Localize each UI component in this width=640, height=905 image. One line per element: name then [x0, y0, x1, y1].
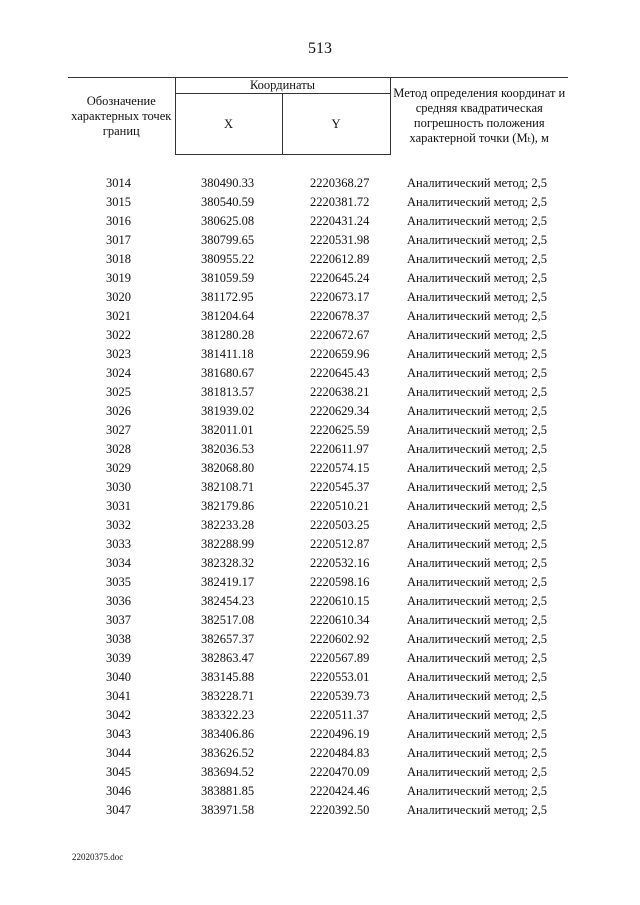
header-y: Y [282, 94, 390, 155]
y-coordinate-cell: 2220625.59 [310, 423, 370, 437]
y-coordinate-cell: 2220431.24 [310, 214, 370, 228]
x-coordinate-cell: 382419.17 [201, 575, 255, 589]
x-coordinate-cell: 380955.22 [201, 252, 255, 266]
table-body [68, 155, 568, 821]
method-cell: Аналитический метод; 2,5 [407, 689, 547, 703]
method-cell: Аналитический метод; 2,5 [407, 271, 547, 285]
table-row [68, 497, 568, 516]
x-coordinate-cell: 381939.02 [201, 404, 255, 418]
method-cell: Аналитический метод; 2,5 [407, 385, 547, 399]
y-coordinate-cell: 2220610.15 [310, 594, 370, 608]
table-row [68, 383, 568, 402]
x-coordinate-cell: 383694.52 [201, 765, 255, 779]
method-cell: Аналитический метод; 2,5 [407, 233, 547, 247]
point-number-cell: 3018 [106, 252, 131, 266]
y-coordinate-cell: 2220673.17 [310, 290, 370, 304]
point-number-cell: 3014 [106, 176, 131, 190]
y-coordinate-cell: 2220503.25 [310, 518, 370, 532]
x-coordinate-cell: 381204.64 [201, 309, 255, 323]
point-number-cell: 3037 [106, 613, 131, 627]
point-number-cell: 3045 [106, 765, 131, 779]
header-designation: Обозначение характерных точек границ [68, 78, 175, 155]
y-coordinate-cell: 2220672.67 [310, 328, 370, 342]
y-coordinate-cell: 2220531.98 [310, 233, 370, 247]
point-number-cell: 3021 [106, 309, 131, 323]
y-coordinate-cell: 2220598.16 [310, 575, 370, 589]
x-coordinate-cell: 380540.59 [201, 195, 255, 209]
coordinates-table [68, 77, 568, 820]
y-coordinate-cell: 2220381.72 [310, 195, 370, 209]
table-row [68, 725, 568, 744]
table-row [68, 744, 568, 763]
method-cell: Аналитический метод; 2,5 [407, 290, 547, 304]
table-row [68, 782, 568, 801]
table-header [68, 78, 568, 155]
x-coordinate-cell: 382454.23 [201, 594, 255, 608]
point-number-cell: 3025 [106, 385, 131, 399]
table-row [68, 687, 568, 706]
table-row [68, 402, 568, 421]
x-coordinate-cell: 382657.37 [201, 632, 255, 646]
y-coordinate-cell: 2220678.37 [310, 309, 370, 323]
method-cell: Аналитический метод; 2,5 [407, 404, 547, 418]
method-cell: Аналитический метод; 2,5 [407, 632, 547, 646]
method-cell: Аналитический метод; 2,5 [407, 214, 547, 228]
point-number-cell: 3020 [106, 290, 131, 304]
y-coordinate-cell: 2220392.50 [310, 803, 370, 817]
method-cell: Аналитический метод; 2,5 [407, 651, 547, 665]
point-number-cell: 3032 [106, 518, 131, 532]
table-row [68, 592, 568, 611]
x-coordinate-cell: 381059.59 [201, 271, 255, 285]
header-coordinates: Координаты [175, 78, 390, 94]
x-coordinate-cell: 383881.85 [201, 784, 255, 798]
point-number-cell: 3044 [106, 746, 131, 760]
point-number-cell: 3024 [106, 366, 131, 380]
y-coordinate-cell: 2220424.46 [310, 784, 370, 798]
table-row [68, 611, 568, 630]
point-number-cell: 3016 [106, 214, 131, 228]
table-row [68, 459, 568, 478]
x-coordinate-cell: 382233.28 [201, 518, 255, 532]
y-coordinate-cell: 2220645.24 [310, 271, 370, 285]
y-coordinate-cell: 2220638.21 [310, 385, 370, 399]
point-number-cell: 3041 [106, 689, 131, 703]
x-coordinate-cell: 380799.65 [201, 233, 255, 247]
method-cell: Аналитический метод; 2,5 [407, 556, 547, 570]
header-method: Метод определения координат и средняя квадратическая погрешность положения характерной точки (Mₜ), м [390, 78, 568, 155]
y-coordinate-cell: 2220574.15 [310, 461, 370, 475]
table-row [68, 193, 568, 212]
point-number-cell: 3030 [106, 480, 131, 494]
point-number-cell: 3028 [106, 442, 131, 456]
table-row [68, 668, 568, 687]
table-row [68, 421, 568, 440]
method-cell: Аналитический метод; 2,5 [407, 442, 547, 456]
x-coordinate-cell: 383626.52 [201, 746, 255, 760]
method-cell: Аналитический метод; 2,5 [407, 499, 547, 513]
method-cell: Аналитический метод; 2,5 [407, 746, 547, 760]
point-number-cell: 3026 [106, 404, 131, 418]
x-coordinate-cell: 380625.08 [201, 214, 255, 228]
point-number-cell: 3027 [106, 423, 131, 437]
method-cell: Аналитический метод; 2,5 [407, 784, 547, 798]
method-cell: Аналитический метод; 2,5 [407, 328, 547, 342]
y-coordinate-cell: 2220629.34 [310, 404, 370, 418]
point-number-cell: 3040 [106, 670, 131, 684]
table-row [68, 630, 568, 649]
x-coordinate-cell: 382288.99 [201, 537, 255, 551]
method-cell: Аналитический метод; 2,5 [407, 176, 547, 190]
y-coordinate-cell: 2220532.16 [310, 556, 370, 570]
point-number-cell: 3029 [106, 461, 131, 475]
y-coordinate-cell: 2220610.34 [310, 613, 370, 627]
point-number-cell: 3036 [106, 594, 131, 608]
table-row [68, 212, 568, 231]
table-row [68, 364, 568, 383]
x-coordinate-cell: 381280.28 [201, 328, 255, 342]
table-row [68, 231, 568, 250]
table-row [68, 706, 568, 725]
header-x: X [175, 94, 282, 155]
method-cell: Аналитический метод; 2,5 [407, 594, 547, 608]
x-coordinate-cell: 383971.58 [201, 803, 255, 817]
method-cell: Аналитический метод; 2,5 [407, 765, 547, 779]
table-row [68, 345, 568, 364]
table-row [68, 763, 568, 782]
y-coordinate-cell: 2220612.89 [310, 252, 370, 266]
y-coordinate-cell: 2220470.09 [310, 765, 370, 779]
method-cell: Аналитический метод; 2,5 [407, 366, 547, 380]
method-cell: Аналитический метод; 2,5 [407, 575, 547, 589]
x-coordinate-cell: 380490.33 [201, 176, 255, 190]
x-coordinate-cell: 382179.86 [201, 499, 255, 513]
y-coordinate-cell: 2220645.43 [310, 366, 370, 380]
table-row [68, 174, 568, 193]
x-coordinate-cell: 381680.67 [201, 366, 255, 380]
table-row [68, 288, 568, 307]
x-coordinate-cell: 382863.47 [201, 651, 255, 665]
y-coordinate-cell: 2220539.73 [310, 689, 370, 703]
y-coordinate-cell: 2220602.92 [310, 632, 370, 646]
table-row [68, 649, 568, 668]
x-coordinate-cell: 381172.95 [201, 290, 254, 304]
method-cell: Аналитический метод; 2,5 [407, 252, 547, 266]
y-coordinate-cell: 2220611.97 [310, 442, 369, 456]
table-row [68, 535, 568, 554]
y-coordinate-cell: 2220484.83 [310, 746, 370, 760]
method-cell: Аналитический метод; 2,5 [407, 480, 547, 494]
footer-filename: 22020375.doc [72, 852, 124, 862]
table-row [68, 573, 568, 592]
point-number-cell: 3033 [106, 537, 131, 551]
y-coordinate-cell: 2220368.27 [310, 176, 370, 190]
method-cell: Аналитический метод; 2,5 [407, 803, 547, 817]
point-number-cell: 3017 [106, 233, 131, 247]
table-row [68, 801, 568, 820]
y-coordinate-cell: 2220510.21 [310, 499, 370, 513]
point-number-cell: 3034 [106, 556, 131, 570]
y-coordinate-cell: 2220553.01 [310, 670, 370, 684]
method-cell: Аналитический метод; 2,5 [407, 195, 547, 209]
x-coordinate-cell: 381813.57 [201, 385, 255, 399]
x-coordinate-cell: 383145.88 [201, 670, 255, 684]
y-coordinate-cell: 2220511.37 [310, 708, 369, 722]
table-row [68, 478, 568, 497]
method-cell: Аналитический метод; 2,5 [407, 727, 547, 741]
method-cell: Аналитический метод; 2,5 [407, 537, 547, 551]
y-coordinate-cell: 2220567.89 [310, 651, 370, 665]
table-row [68, 307, 568, 326]
page-number: 513 [308, 40, 332, 57]
point-number-cell: 3047 [106, 803, 131, 817]
point-number-cell: 3015 [106, 195, 131, 209]
x-coordinate-cell: 382108.71 [201, 480, 255, 494]
x-coordinate-cell: 382517.08 [201, 613, 255, 627]
point-number-cell: 3039 [106, 651, 131, 665]
table-row [68, 326, 568, 345]
point-number-cell: 3023 [106, 347, 131, 361]
table-row [68, 250, 568, 269]
y-coordinate-cell: 2220659.96 [310, 347, 370, 361]
method-cell: Аналитический метод; 2,5 [407, 670, 547, 684]
x-coordinate-cell: 383228.71 [201, 689, 255, 703]
table-row [68, 440, 568, 459]
x-coordinate-cell: 382328.32 [201, 556, 255, 570]
x-coordinate-cell: 383322.23 [201, 708, 255, 722]
point-number-cell: 3042 [106, 708, 131, 722]
method-cell: Аналитический метод; 2,5 [407, 613, 547, 627]
method-cell: Аналитический метод; 2,5 [407, 708, 547, 722]
point-number-cell: 3031 [106, 499, 131, 513]
y-coordinate-cell: 2220496.19 [310, 727, 370, 741]
x-coordinate-cell: 381411.18 [201, 347, 254, 361]
method-cell: Аналитический метод; 2,5 [407, 309, 547, 323]
point-number-cell: 3022 [106, 328, 131, 342]
method-cell: Аналитический метод; 2,5 [407, 461, 547, 475]
method-cell: Аналитический метод; 2,5 [407, 347, 547, 361]
table-row [68, 269, 568, 288]
point-number-cell: 3046 [106, 784, 131, 798]
point-number-cell: 3035 [106, 575, 131, 589]
point-number-cell: 3038 [106, 632, 131, 646]
x-coordinate-cell: 382036.53 [201, 442, 255, 456]
table-row [68, 554, 568, 573]
x-coordinate-cell: 382068.80 [201, 461, 255, 475]
method-cell: Аналитический метод; 2,5 [407, 518, 547, 532]
y-coordinate-cell: 2220512.87 [310, 537, 370, 551]
method-cell: Аналитический метод; 2,5 [407, 423, 547, 437]
point-number-cell: 3043 [106, 727, 131, 741]
table-row [68, 516, 568, 535]
y-coordinate-cell: 2220545.37 [310, 480, 370, 494]
x-coordinate-cell: 382011.01 [201, 423, 254, 437]
point-number-cell: 3019 [106, 271, 131, 285]
x-coordinate-cell: 383406.86 [201, 727, 255, 741]
